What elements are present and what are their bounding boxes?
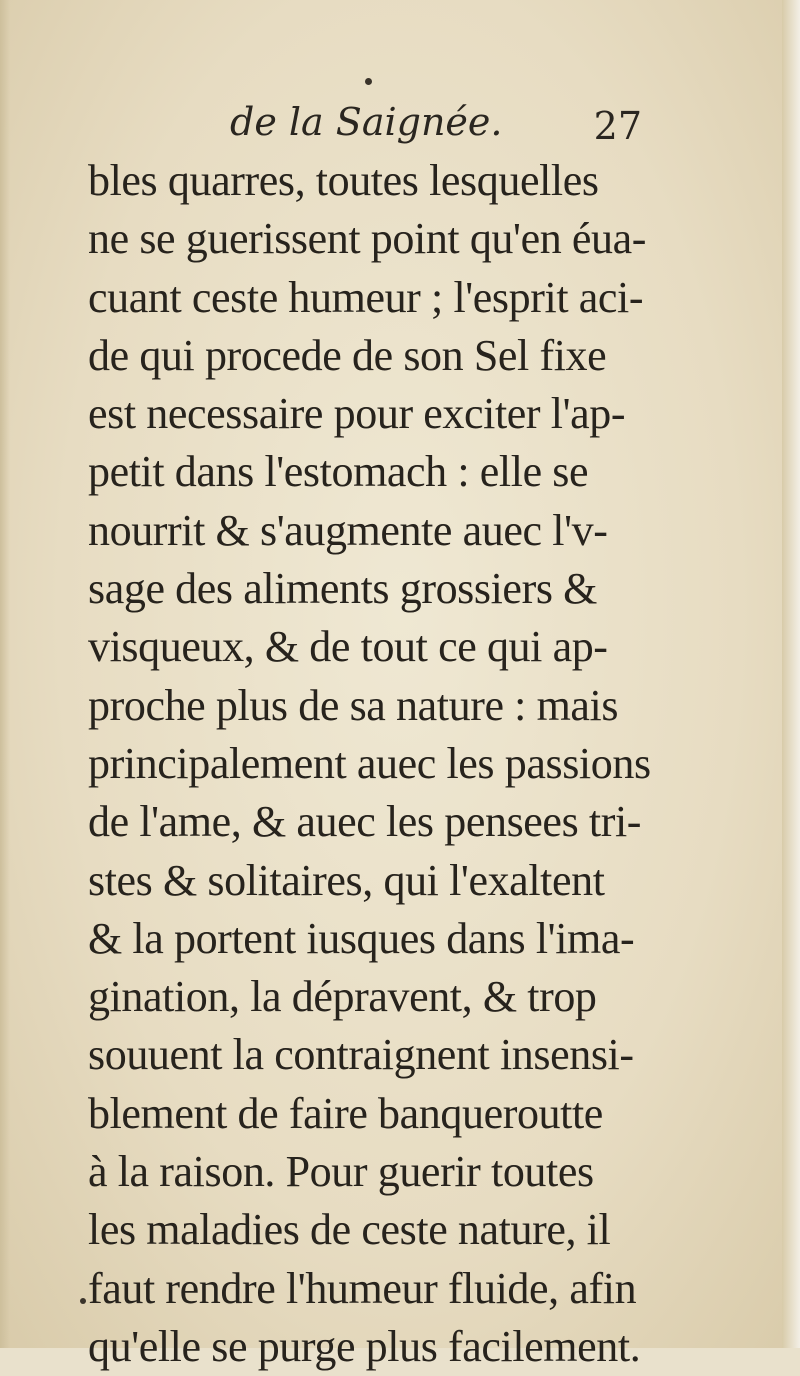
text-line: sage des aliments grossiers & [88,564,597,614]
page-number: 27 [593,104,642,148]
page-left-edge-shadow [0,0,10,1348]
text-line: de l'ame, & auec les pensees tri- [88,797,642,847]
text-line: proche plus de sa nature : mais [88,680,619,730]
text-line: blement de faire banqueroutte [88,1088,603,1138]
text-line: & la portent iusques dans l'ima- [88,913,635,963]
ink-speck [80,1298,86,1304]
text-line: de qui procede de son Sel fixe [88,330,607,380]
text-line: qu'elle se purge plus facilement. [88,1321,641,1371]
text-line: gination, la dépravent, & trop [88,972,597,1022]
text-line: les maladies de ceste nature, il [88,1205,611,1255]
text-line: faut rendre l'humeur fluide, afin [88,1263,637,1313]
page-header [230,100,650,160]
text-line: visqueux, & de tout ce qui ap- [88,622,608,672]
text-line: ne se guerissent point qu'en éua- [88,214,647,264]
ink-speck [365,78,372,85]
text-line: nourrit & s'augmente auec l'v- [88,505,608,555]
text-line: cuant ceste humeur ; l'esprit aci- [88,272,644,322]
text-line: souuent la contraignent insensi- [88,1030,634,1080]
text-line: principalement auec les passions [88,738,651,788]
text-line: à la raison. Pour guerir toutes [88,1147,594,1197]
text-line: bles quarres, toutes lesquelles [88,156,599,205]
text-line: est necessaire pour exciter l'ap- [88,389,626,439]
body-text [88,152,651,1376]
text-line: stes & solitaires, qui l'exaltent [88,855,605,905]
text-line: petit dans l'estomach : elle se [88,447,589,497]
running-title: de la Saignée. [230,100,503,144]
page-right-edge [782,0,800,1348]
